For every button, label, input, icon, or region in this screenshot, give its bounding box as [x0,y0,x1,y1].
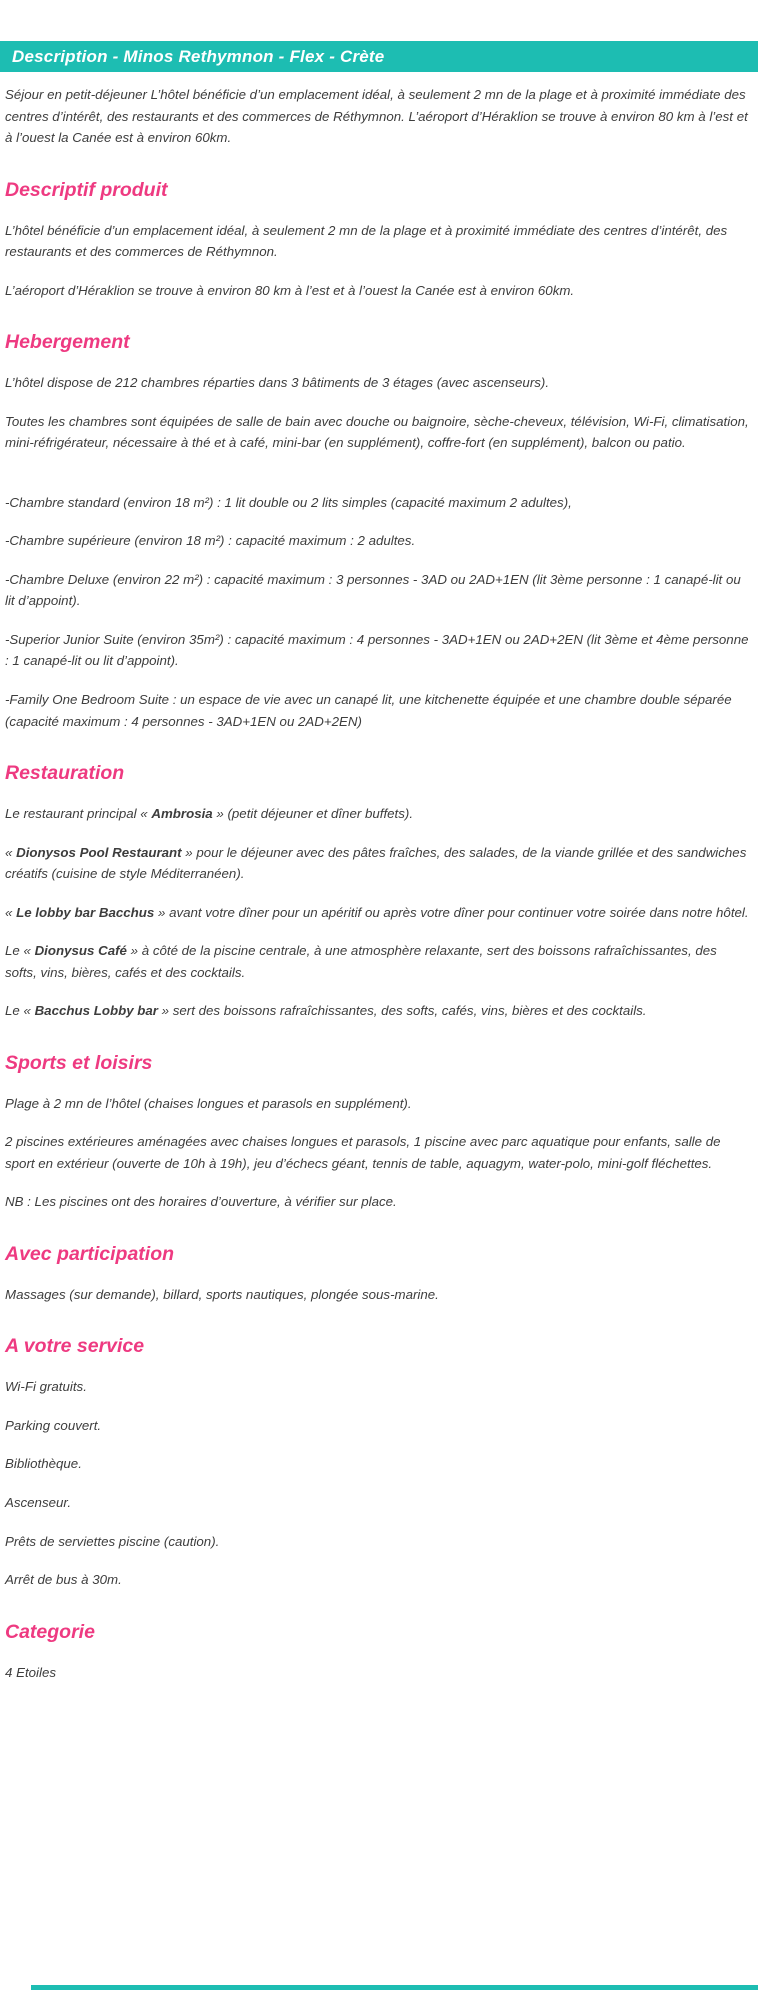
text: » sert des boissons rafraîchissantes, des softs, cafés, vins, bières et des cocktails. [157,1003,647,1019]
paragraph [5,530,750,552]
text: -Family One Bedroom Suite : un espace de vie avec un canapé lit, une kitchenette équipée et une chambre double séparée (capacité maximum : 4 personnes - 3AD+1EN ou 2AD+2EN) [5,691,732,729]
bold-text: Bacchus Lobby bar [34,1003,158,1019]
section-heading: Descriptif produit [5,178,168,201]
text: 2 piscines extérieures aménagées avec chaises longues et parasols, 1 piscine avec parc aquatique pour enfants, salle de sport en extérieur (ouverte de 10h à 19h), jeu d’échecs géant, tennis de table, aquagym, water-polo, mini-golf fléchettes. [5,1134,721,1171]
paragraph [5,902,750,924]
paragraph [5,84,750,149]
paragraph [5,842,750,885]
paragraph [5,689,750,732]
text: Plage à 2 mn de l’hôtel (chaises longues et parasols en supplément). [5,1095,412,1111]
text: » à côté de la piscine centrale, à une atmosphère relaxante, sert des boissons rafraîchissantes, des softs, vins, bières, cafés et des cocktails. [5,943,717,980]
text: -Chambre Deluxe (environ 22 m²) : capacité maximum : 3 personnes - 3AD ou 2AD+1EN (lit 3ème personne : 1 canapé-lit ou lit d’appoint). [5,571,741,609]
paragraph [5,1131,750,1174]
paragraph [5,629,750,672]
text: Le « [5,943,35,959]
text: Séjour en petit-déjeuner L’hôtel bénéficie d’un emplacement idéal, à seulement 2 mn de la plage et à proximité immédiate des centres d’intérêt, des restaurants et des commerces de Réthymnon. L’aéroport d’Héraklion se trouve à environ 80 km à l’est et à l’ouest la Canée est à environ 60km. [5,87,748,146]
paragraph [5,1531,750,1553]
paragraph [5,411,750,454]
paragraph [5,803,750,825]
text: Bibliothèque. [5,1456,82,1472]
text: Parking couvert. [5,1417,102,1433]
sections [5,179,750,1684]
paragraph [5,372,750,394]
text: NB : Les piscines ont des horaires d’ouverture, à vérifier sur place. [5,1194,397,1210]
content [0,72,758,1840]
text: Wi-Fi gratuits. [5,1379,87,1395]
bold-text: Dionysus Café [34,943,127,959]
paragraph [5,1453,750,1475]
text: Toutes les chambres sont équipées de salle de bain avec douche ou baignoire, sèche-cheveux, télévision, Wi-Fi, climatisation, mini-réfrigérateur, nécessaire à thé et à café, mini-bar (en supplément), coffre-fort (en supplément), balcon ou patio. [5,413,749,451]
next-section-bar [31,1985,758,1990]
bold-text: Dionysos Pool Restaurant [16,844,182,860]
text: -Superior Junior Suite (environ 35m²) : capacité maximum : 4 personnes - 3AD+1EN ou 2AD+2EN (lit 3ème et 4ème personne : 1 canapé-lit ou lit d’appoint). [5,631,749,669]
text: « [5,904,17,920]
paragraph [5,280,750,302]
page-title: Description - Minos Rethymnon - Flex - Crète [12,46,385,66]
text: L’hôtel dispose de 212 chambres réparties dans 3 bâtiments de 3 étages (avec ascenseurs). [5,375,550,391]
text: -Chambre standard (environ 18 m²) : 1 lit double ou 2 lits simples (capacité maximum 2 adultes), [5,494,572,510]
paragraph [5,940,750,983]
text: « [5,844,17,860]
paragraph [5,1569,750,1591]
paragraph [5,1662,750,1684]
paragraph [5,1191,750,1213]
text: -Chambre supérieure (environ 18 m²) : capacité maximum : 2 adultes. [5,533,416,549]
paragraph [5,1492,750,1514]
bold-text: Le lobby bar Bacchus [16,904,155,920]
section-heading: Avec participation [5,1242,175,1265]
paragraph [5,569,750,612]
text: L’hôtel bénéficie d’un emplacement idéal, à seulement 2 mn de la plage et à proximité immédiate des centres d’intérêt, des restaurants et des commerces de Réthymnon. [5,222,728,260]
text: Ascenseur. [5,1495,72,1510]
top-whitespace [0,0,758,41]
intro [5,84,750,149]
paragraph [5,1284,750,1306]
text: » (petit déjeuner et dîner buffets). [212,806,414,822]
paragraph [5,220,750,263]
paragraph [5,1376,750,1398]
section-heading: A votre service [5,1335,145,1358]
text: Massages (sur demande), billard, sports nautiques, plongée sous-marine. [5,1286,439,1302]
text: L’aéroport d’Héraklion se trouve à environ 80 km à l’est et à l’ouest la Canée est à environ 60km. [5,282,575,298]
section-heading: Sports et loisirs [5,1051,153,1074]
text: Le restaurant principal « [5,806,152,822]
section-heading: Categorie [5,1620,95,1643]
section-header-bar [0,41,758,72]
text: 4 Etoiles [5,1664,56,1680]
paragraph [5,1415,750,1437]
paragraph [5,1093,750,1115]
section-heading: Hebergement [5,331,130,354]
text: Le « [5,1003,35,1019]
paragraph-spacer [5,471,750,492]
text: Prêts de serviettes piscine (caution). [5,1533,220,1549]
section-heading: Restauration [5,762,125,785]
paragraph [5,492,750,514]
text: » avant votre dîner pour un apéritif ou après votre dîner pour continuer votre soirée dans notre hôtel. [154,904,749,920]
bold-text: Ambrosia [151,806,213,822]
text: Arrêt de bus à 30m. [5,1572,122,1588]
paragraph [5,1000,750,1022]
text: » pour le déjeuner avec des pâtes fraîches, des salades, de la viande grillée et des sandwiches créatifs (cuisine de style Méditerranéen). [5,844,747,882]
